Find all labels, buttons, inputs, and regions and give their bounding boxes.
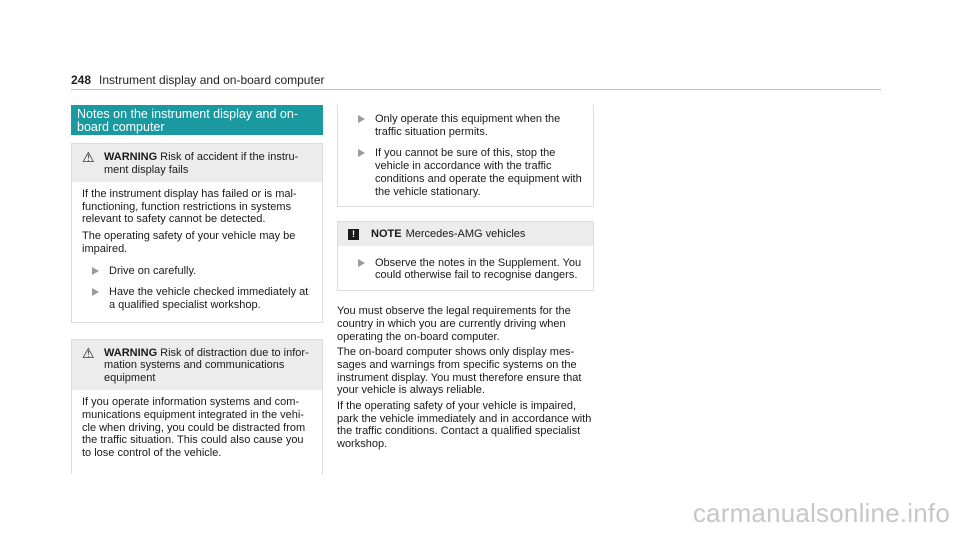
bullet-arrow-icon (358, 115, 365, 123)
page-header-title: Instrument display and on-board computer (99, 73, 325, 87)
warning-body (72, 390, 322, 474)
warning-box-distraction (71, 339, 323, 474)
body-paragraph: The on-board computer shows only display mes- sages and warnings from specific systems on the instrument display. You must therefore ensure that your vehicle is always reliable. (337, 346, 582, 397)
bullet-arrow-icon (358, 149, 365, 157)
body-paragraph: You must observe the legal requirements for the country in which you are currently driving when operating the on-board computer. (337, 305, 571, 343)
bullet-arrow-icon (92, 288, 99, 296)
warning-box-continued (337, 105, 594, 207)
warning-paragraph: The operating safety of your vehicle may be impaired. (82, 230, 296, 255)
list-item: Drive on carefully. (92, 265, 312, 278)
warning-triangle-icon: ⚠ (82, 344, 95, 361)
section-title: Notes on the instrument display and on-board computer (71, 105, 323, 135)
note-body (338, 246, 593, 290)
left-column (71, 105, 323, 474)
list-item: Observe the notes in the Supplement. You could otherwise fail to recognise dangers. (358, 257, 583, 282)
note-box (337, 221, 594, 291)
exclamation-icon: ! (348, 229, 359, 240)
note-header (338, 222, 593, 246)
warning-header (72, 144, 322, 182)
warning-header (72, 340, 322, 391)
warning-label: WARNING (104, 151, 158, 163)
warning-box-display (71, 143, 323, 323)
bullet-arrow-icon (92, 267, 99, 275)
bullet-arrow-icon (358, 259, 365, 267)
warning-body (72, 182, 322, 322)
warning-label: WARNING (104, 346, 158, 359)
warning-paragraph: If you operate information systems and com- munications equipment integrated in the vehi- cle when driving, you could be distracted from the traffic situation. This could also cause you to lose control of the vehicle. (82, 396, 306, 459)
body-text (337, 305, 594, 451)
page-header (71, 73, 325, 87)
body-paragraph: If the operating safety of your vehicle is impaired, park the vehicle immediately and in accordance with the traffic conditions. Contact a qualified specialist workshop. (337, 400, 592, 451)
warning-triangle-icon: ⚠ (82, 149, 95, 165)
warning-paragraph: If the instrument display has failed or is mal- functioning, function restrictions in systems relevant to safety cannot be detected. (82, 188, 297, 226)
note-label: NOTE (371, 228, 402, 241)
watermark: carmanualsonline.info (692, 498, 950, 528)
note-headline: Mercedes-AMG vehicles (405, 228, 526, 241)
warning-headline: Risk of accident if the instru- ment display fails (104, 151, 299, 176)
warning-headline: Risk of distraction due to infor- mation systems and communications equipment (104, 346, 309, 384)
middle-column (337, 105, 594, 454)
list-item: If you cannot be sure of this, stop the vehicle in accordance with the traffic conditions and operate the equipment with the vehicle stationary. (358, 147, 583, 198)
list-item: Only operate this equipment when the traffic situation permits. (358, 113, 583, 138)
header-divider (71, 89, 881, 90)
page-number: 248 (71, 73, 92, 87)
list-item: Have the vehicle checked immediately at a qualified specialist workshop. (92, 286, 312, 311)
